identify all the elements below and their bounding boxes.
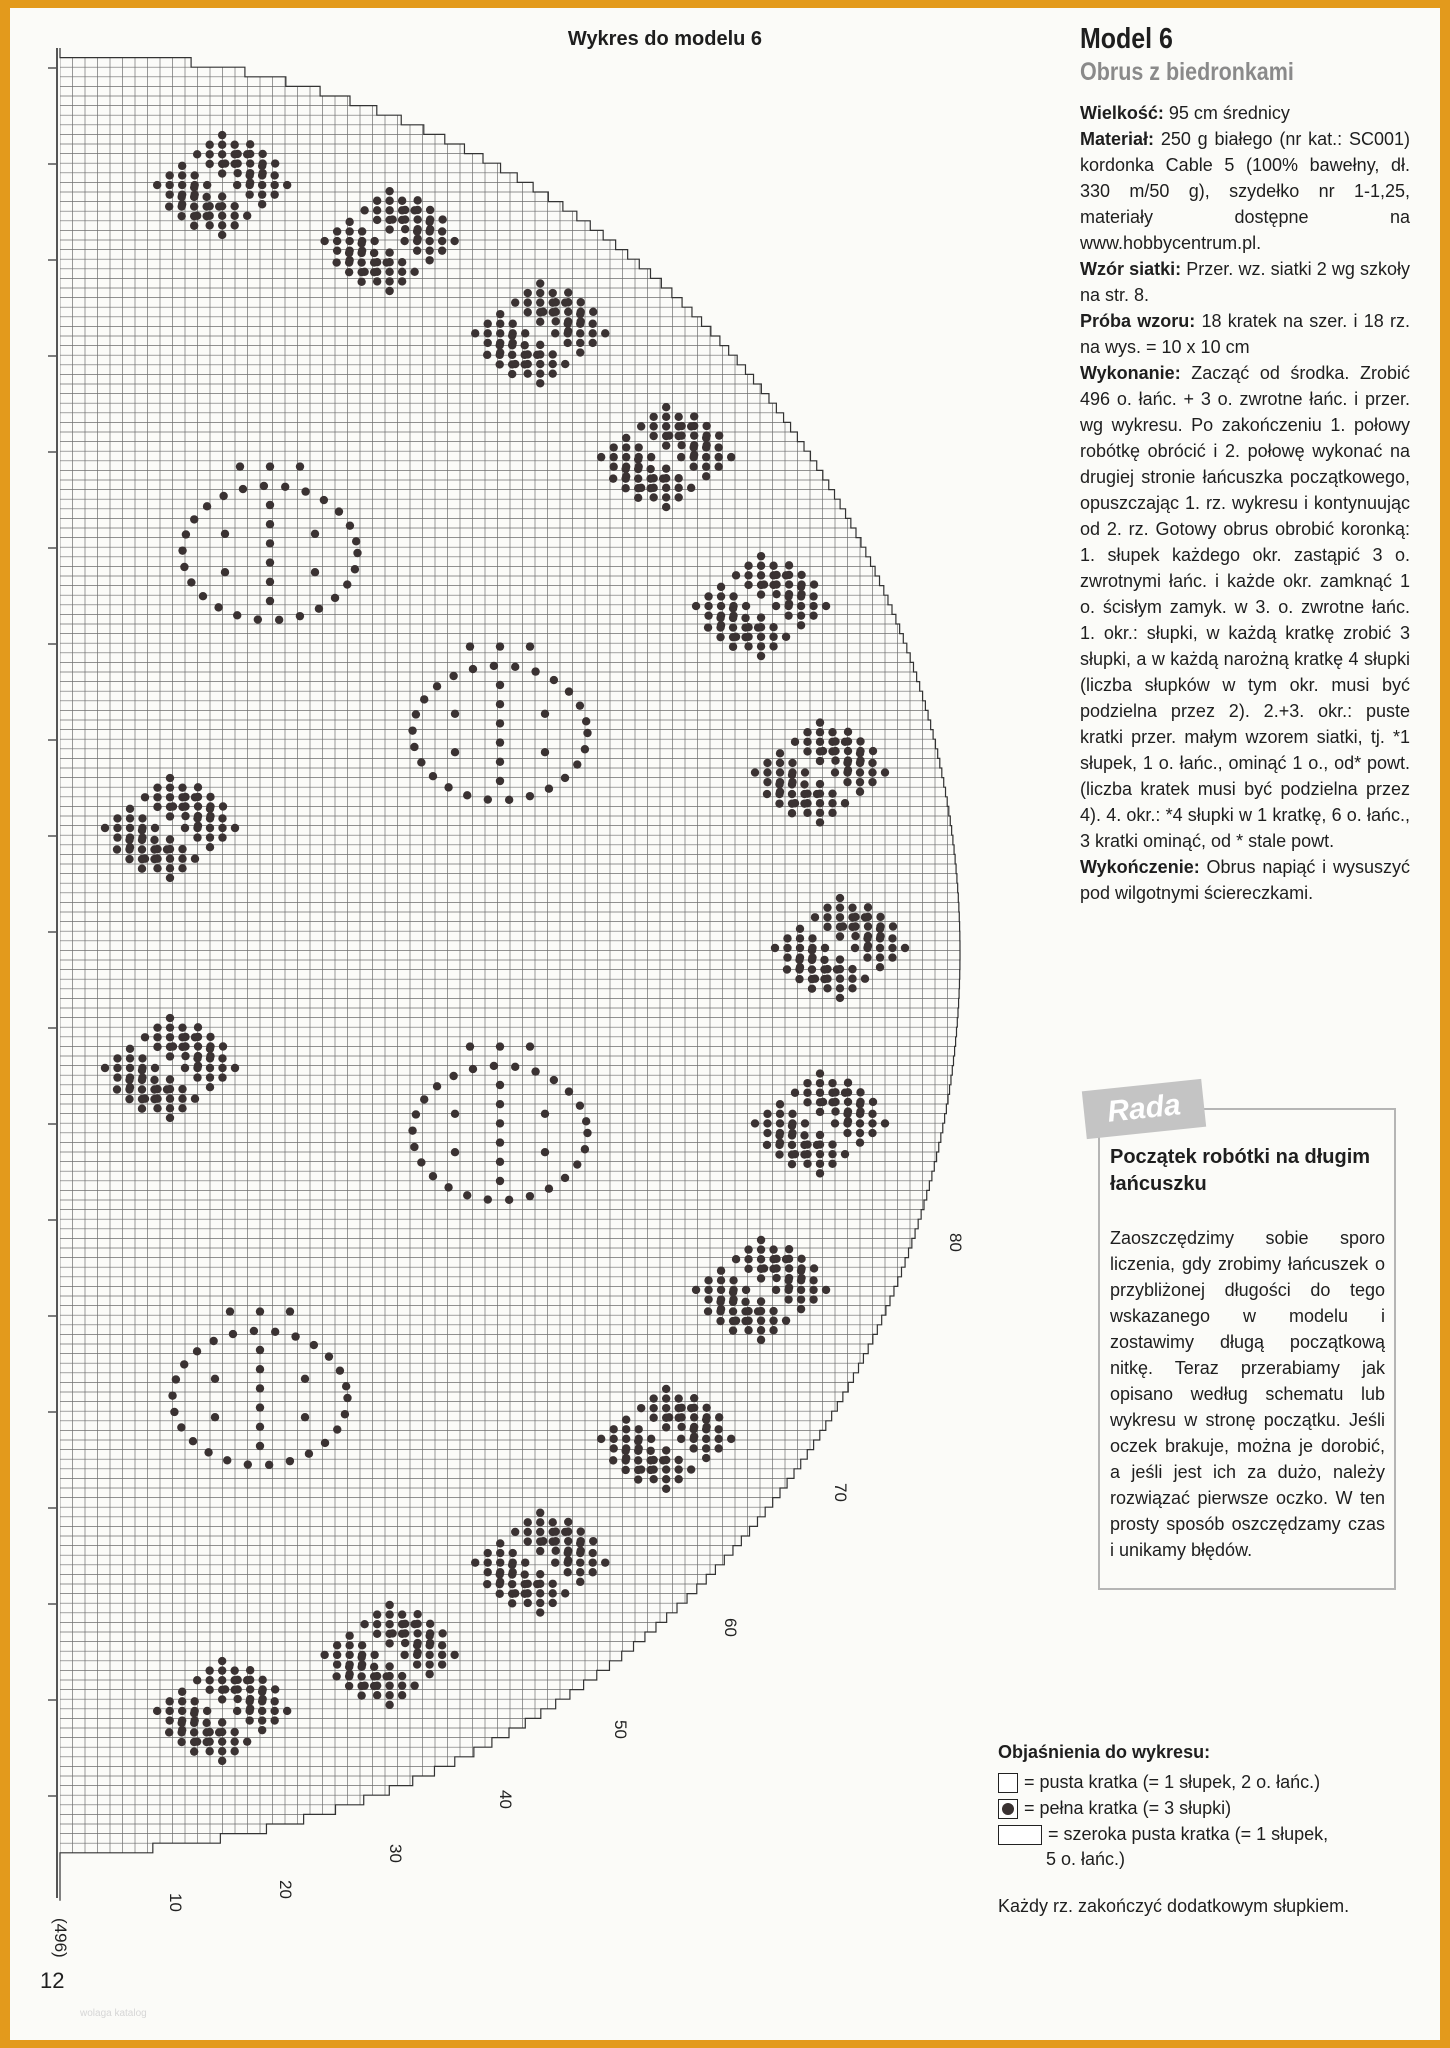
tip-box bbox=[1098, 1088, 1396, 1590]
instructions-text bbox=[1080, 100, 1410, 906]
making-text: Zacząć od środka. Zrobić 496 o. łańc. + 3 o. zwrotne łańc. i przer. wg wykresu. Po zakończeniu 1. połowy robótkę obrócić i 2. połowę wykonać na drugiej stronie łańcuszka początkowego, opuszczając 1. rz. wykresu i kontynuując od 2. rz. Gotowy obrus obrobić koronką: 1. słupek każdego okr. zastąpić 3 o. zwrotnymi łańc. i każde okr. zamknąć 1 o. ścisłym zamyk. w 3. o. zwrotne łańc. 1. okr.: słupki, w każdą kratkę zrobić 3 słupki, a w każdą narożną kratkę 4 słupki (liczba słupków w tym okr. musi być podzielna przez 2). 2.+3. okr.: puste kratki przer. małym wzorem siatki, tj. *1 słupek, 1 o. łańc., ominąć 1 o., od* powt. (liczba kratek musi być podzielna przez 4). 4. okr.: *4 słupki w 1 kratkę, 6 o. łańc., 3 kratki ominąć, od * stale powt. bbox=[1080, 363, 1410, 851]
legend-empty-text: = pusta kratka (= 1 słupek, 2 o. łańc.) bbox=[1024, 1772, 1321, 1792]
watermark-text: wolaga katalog bbox=[80, 2008, 147, 2019]
legend-wide-text-cont: 5 o. łańc.) bbox=[1046, 1849, 1126, 1869]
chart-axis bbox=[48, 48, 57, 1898]
filet-crochet-chart bbox=[10, 8, 1010, 1958]
mesh-pattern-text: Przer. wz. siatki 2 wg szkoły na str. 8. bbox=[1080, 259, 1411, 305]
finishing-text: Obrus napiąć i wysuszyć pod wilgotnymi ściereczkami. bbox=[1080, 857, 1410, 903]
legend-item-filled bbox=[998, 1795, 1408, 1821]
gauge-text: 18 kratek na szer. i 18 rz. na wys. = 10 x 10 cm bbox=[1080, 311, 1410, 357]
legend-wide-text: = szeroka pusta kratka (= 1 słupek, bbox=[1048, 1824, 1329, 1844]
chart-title: Wykres do modelu 6 bbox=[567, 28, 763, 50]
chart-motifs bbox=[101, 131, 909, 1765]
magazine-page bbox=[10, 8, 1440, 2040]
material-label: Materiał: bbox=[1080, 129, 1155, 149]
gauge-label: Próba wzoru: bbox=[1080, 311, 1196, 331]
empty-square-icon bbox=[998, 1773, 1018, 1793]
model-subtitle: Obrus z biedronkami bbox=[1080, 58, 1294, 86]
mesh-pattern-label: Wzór siatki: bbox=[1080, 259, 1182, 279]
row-number-60: 60 bbox=[721, 1618, 740, 1637]
making-label: Wykonanie: bbox=[1080, 363, 1181, 383]
tip-body: Zaoszczędzimy sobie sporo liczenia, gdy zrobimy łańcuszek o przybliżonej długości do tego wskazanego w modelu i zostawimy długą początkową nitkę. Teraz przerabiamy jak opisano według schematu lub wykresu w stronę początku. Jeśli oczek brakuje, można je dorobić, a jeśli jest ich za dużo, należy rozwiązać pierwsze oczko. W ten prosty sposób oszczędzamy czas i unikamy błędów. bbox=[1110, 1228, 1385, 1560]
row-number-40: 40 bbox=[496, 1790, 515, 1809]
finishing-label: Wykończenie: bbox=[1080, 857, 1200, 877]
size-text: 95 cm średnicy bbox=[1168, 103, 1290, 123]
row-number-10: 10 bbox=[166, 1893, 185, 1912]
row-number-70: 70 bbox=[831, 1483, 850, 1502]
row-number-80: 80 bbox=[946, 1233, 965, 1252]
size-label: Wielkość: bbox=[1080, 103, 1164, 123]
model-title: Model 6 bbox=[1080, 23, 1173, 55]
tip-badge: Rada bbox=[1082, 1079, 1206, 1139]
legend-note: Każdy rz. zakończyć dodatkowym słupkiem. bbox=[998, 1896, 1350, 1916]
tip-heading: Początek robótki na długim łańcuszku bbox=[1110, 1146, 1371, 1195]
legend-item-empty bbox=[998, 1769, 1408, 1795]
legend-item-wide bbox=[998, 1821, 1408, 1847]
legend-title: Objaśnienia do wykresu: bbox=[998, 1742, 1211, 1762]
material-text: 250 g białego (nr kat.: SC001) kordonka Cable 5 (100% bawełny, dł. 330 m/50 g), szydełko nr 1-1,25, materiały dostępne na www.hobbycentrum.pl. bbox=[1080, 129, 1410, 253]
wide-square-icon bbox=[998, 1825, 1042, 1845]
row-number-50: 50 bbox=[611, 1720, 630, 1739]
instructions-column bbox=[1080, 22, 1410, 906]
chart-legend bbox=[998, 1742, 1408, 1919]
page-number: 12 bbox=[40, 1968, 65, 1993]
start-chain-count: (496) bbox=[51, 1918, 70, 1958]
row-number-20: 20 bbox=[276, 1880, 295, 1899]
row-number-30: 30 bbox=[386, 1844, 405, 1863]
filled-square-icon bbox=[998, 1799, 1018, 1819]
legend-filled-text: = pełna kratka (= 3 słupki) bbox=[1024, 1798, 1232, 1818]
